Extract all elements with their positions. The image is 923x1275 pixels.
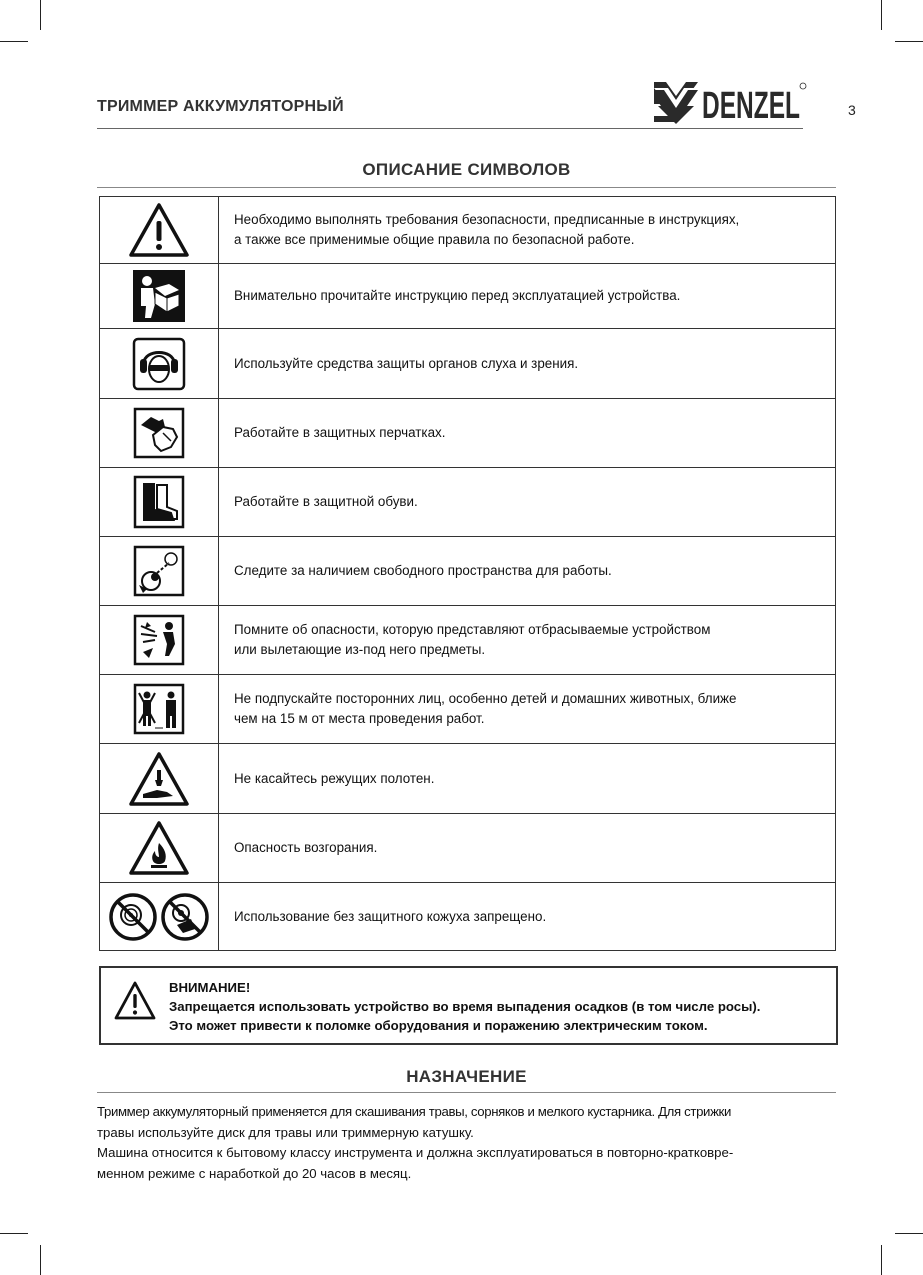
cutting-blade-warning-icon xyxy=(127,750,191,808)
no-guard-prohibited-icon xyxy=(107,891,211,943)
icon-cell xyxy=(100,814,219,883)
table-row xyxy=(100,537,836,606)
crop-mark xyxy=(0,1233,28,1234)
symbol-description: Используйте средства защиты органов слуха и зрения. xyxy=(219,329,836,399)
icon-cell xyxy=(100,399,219,468)
purpose-line: менном режиме с наработкой до 20 часов в месяц. xyxy=(97,1165,412,1181)
symbol-description: Следите за наличием свободного пространства для работы. xyxy=(219,537,836,606)
icon-cell xyxy=(100,329,219,399)
symbols-table xyxy=(99,196,836,951)
table-row xyxy=(100,675,836,744)
crop-mark xyxy=(40,0,41,30)
symbol-description: Внимательно прочитайте инструкцию перед эксплуатацией устройства. xyxy=(219,264,836,329)
table-row xyxy=(100,606,836,675)
table-row xyxy=(100,329,836,399)
icon-cell xyxy=(100,537,219,606)
table-row xyxy=(100,744,836,814)
icon-cell xyxy=(100,468,219,537)
table-row xyxy=(100,883,836,951)
flying-objects-icon xyxy=(133,614,185,666)
symbol-description: Помните об опасности, которую представляют отбрасываемые устройством или вылетающие из-под него предметы. xyxy=(219,606,836,675)
symbols-section-title: ОПИСАНИЕ СИМВОЛОВ xyxy=(362,160,571,179)
symbol-description: Использование без защитного кожуха запрещено. xyxy=(219,883,836,951)
gloves-icon xyxy=(133,407,185,459)
clear-workspace-icon xyxy=(133,545,185,597)
keep-distance-icon xyxy=(133,683,185,735)
table-row xyxy=(100,468,836,537)
header-divider xyxy=(97,128,803,129)
purpose-line: травы используйте диск для травы или триммерную катушку. xyxy=(97,1124,474,1140)
crop-mark xyxy=(895,41,923,42)
crop-mark xyxy=(40,1245,41,1275)
purpose-paragraph xyxy=(97,1102,837,1184)
page-number: 3 xyxy=(848,102,856,118)
purpose-line: Машина относится к бытовому классу инструмента и должна эксплуатироваться в повторно-кратковре- xyxy=(97,1145,734,1160)
warning-line: Запрещается использовать устройство во время выпадения осадков (в том числе росы). xyxy=(169,999,761,1014)
section-divider xyxy=(97,1092,836,1093)
icon-cell xyxy=(100,264,219,329)
ear-eye-protection-icon xyxy=(132,337,186,391)
icon-cell xyxy=(100,675,219,744)
icon-cell xyxy=(100,744,219,814)
warning-heading: ВНИМАНИЕ! xyxy=(169,980,251,995)
warning-triangle-icon xyxy=(113,980,157,1022)
symbol-description: Опасность возгорания. xyxy=(219,814,836,883)
symbol-description: Не касайтесь режущих полотен. xyxy=(219,744,836,814)
purpose-section-title: НАЗНАЧЕНИЕ xyxy=(406,1067,527,1086)
purpose-line: Триммер аккумуляторный применяется для скашивания травы, сорняков и мелкого кустарника. Для стрижки xyxy=(97,1104,731,1119)
brand-wordmark: DENZEL xyxy=(702,85,800,127)
read-manual-icon xyxy=(133,270,185,322)
symbol-description: Необходимо выполнять требования безопасности, предписанные в инструкциях, а также все применимые общие правила по безопасной работе. xyxy=(219,197,836,264)
warning-triangle-icon xyxy=(127,201,191,259)
fire-hazard-icon xyxy=(127,819,191,877)
warning-box xyxy=(99,966,838,1045)
icon-cell xyxy=(100,197,219,264)
crop-mark xyxy=(0,41,28,42)
symbol-description: Не подпускайте посторонних лиц, особенно детей и домашних животных, ближе чем на 15 м от места проведения работ. xyxy=(219,675,836,744)
table-row xyxy=(100,399,836,468)
safety-boots-icon xyxy=(133,475,185,529)
symbol-description: Работайте в защитной обуви. xyxy=(219,468,836,537)
table-row xyxy=(100,264,836,329)
warning-text xyxy=(169,978,760,1035)
crop-mark xyxy=(881,0,882,30)
icon-cell xyxy=(100,883,219,951)
table-row xyxy=(100,814,836,883)
icon-cell xyxy=(100,606,219,675)
warning-line: Это может привести к поломке оборудования и поражению электрическим током. xyxy=(169,1018,708,1033)
table-row xyxy=(100,197,836,264)
crop-mark xyxy=(895,1233,923,1234)
symbol-description: Работайте в защитных перчатках. xyxy=(219,399,836,468)
header-title: ТРИММЕР АККУМУЛЯТОРНЫЙ xyxy=(97,98,344,115)
denzel-logo xyxy=(652,76,807,128)
section-divider xyxy=(97,187,836,188)
crop-mark xyxy=(881,1245,882,1275)
